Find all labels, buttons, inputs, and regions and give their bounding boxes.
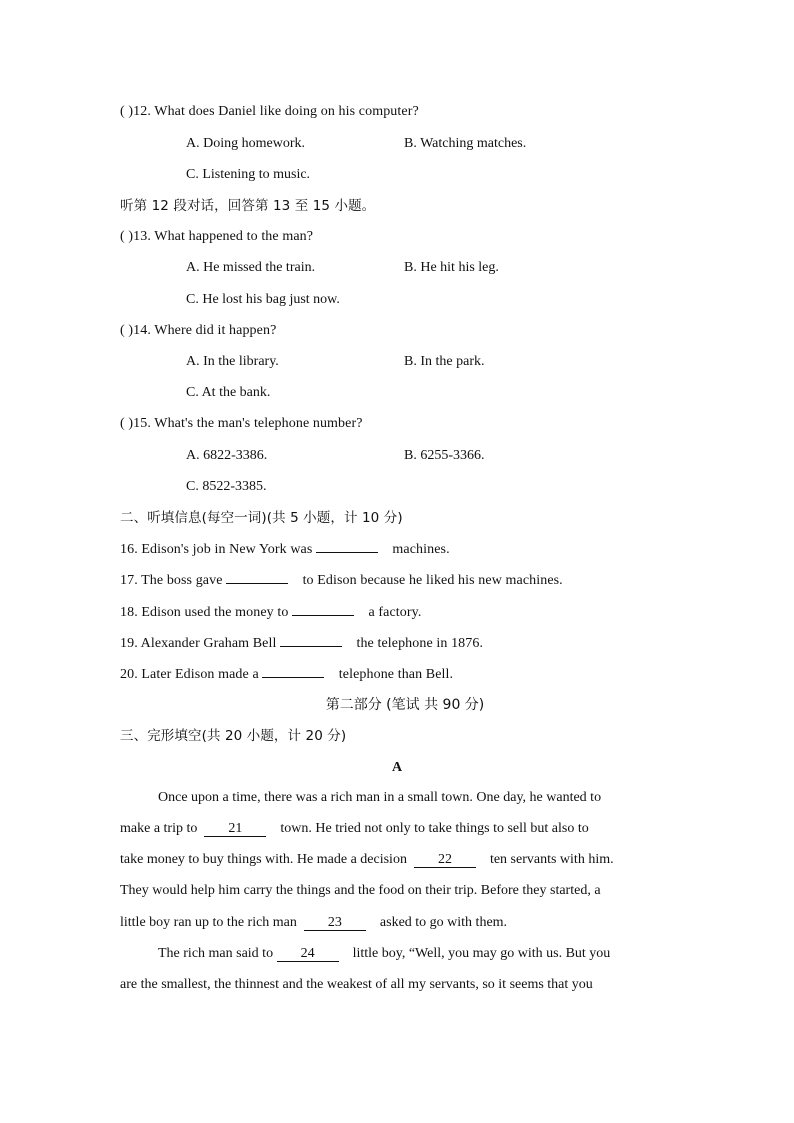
answer-blank[interactable]: [316, 540, 378, 553]
question-stem: 12. What does Daniel like doing on his computer?: [133, 104, 419, 119]
fill-text: the telephone in 1876.: [356, 636, 484, 651]
fill-text: 19. Alexander Graham Bell: [120, 636, 277, 651]
fill-text: 20. Later Edison made a: [120, 667, 259, 682]
blank-21[interactable]: 21: [204, 821, 266, 837]
blank-24[interactable]: 24: [277, 946, 339, 962]
option-a: A. Doing homework.: [186, 136, 305, 151]
passage-text: The rich man said to: [158, 946, 274, 961]
passage-text: little boy, “Well, you may go with us. But you: [352, 946, 611, 961]
blank-23[interactable]: 23: [304, 915, 366, 931]
passage-text: take money to buy things with. He made a decision: [120, 852, 407, 867]
option-c: C. Listening to music.: [186, 167, 311, 182]
fill-item-16: [120, 540, 450, 559]
passage-line-7: are the smallest, the thinnest and the weakest of all my servants, so it seems that you: [120, 977, 593, 992]
answer-blank[interactable]: [280, 634, 342, 647]
option-b: B. In the park.: [404, 354, 485, 369]
section-2-title: 二、听填信息(每空一词)(共 5 小题，计 10 分): [120, 510, 403, 526]
answer-bracket: ( ): [120, 323, 134, 338]
passage-line-6: [120, 946, 674, 962]
option-c: C. He lost his bag just now.: [186, 292, 340, 307]
passage-text: make a trip to: [120, 821, 198, 836]
blank-22[interactable]: 22: [414, 852, 476, 868]
passage-line-1: Once upon a time, there was a rich man in a small town. One day, he wanted to: [158, 790, 602, 805]
fill-text: machines.: [392, 542, 450, 557]
question-stem: 13. What happened to the man?: [133, 229, 314, 244]
listening-instruction: 听第 12 段对话，回答第 13 至 15 小题。: [120, 198, 376, 214]
passage-line-2: [120, 821, 674, 837]
option-a: A. He missed the train.: [186, 260, 316, 275]
answer-bracket: ( ): [120, 229, 134, 244]
fill-text: telephone than Bell.: [338, 667, 454, 682]
fill-item-19: [120, 634, 483, 653]
part-2-title: 第二部分 (笔试 共 90 分): [325, 697, 485, 713]
question-stem: 15. What's the man's telephone number?: [133, 416, 363, 431]
fill-item-18: [120, 603, 421, 622]
fill-text: 17. The boss gave: [120, 573, 223, 588]
passage-line-3: [120, 852, 674, 868]
passage-text: town. He tried not only to take things to sell but also to: [280, 821, 589, 836]
passage-label: A: [391, 760, 403, 775]
passage-text: little boy ran up to the rich man: [120, 915, 297, 930]
option-b: B. He hit his leg.: [404, 260, 499, 275]
section-3-title: 三、完形填空(共 20 小题，计 20 分): [120, 728, 347, 744]
fill-item-20: [120, 665, 453, 684]
passage-line-4: They would help him carry the things and the food on their trip. Before they started, a: [120, 883, 601, 898]
question-12: [120, 103, 419, 121]
fill-text: a factory.: [368, 605, 422, 620]
option-a: A. In the library.: [186, 354, 279, 369]
question-14: [120, 322, 276, 340]
fill-text: to Edison because he liked his new machines.: [302, 573, 563, 588]
answer-blank[interactable]: [292, 603, 354, 616]
answer-blank[interactable]: [262, 665, 324, 678]
passage-line-5: [120, 915, 674, 931]
question-13: [120, 228, 313, 246]
option-b: B. 6255-3366.: [404, 448, 485, 463]
question-15: [120, 415, 363, 433]
fill-text: 16. Edison's job in New York was: [120, 542, 313, 557]
option-b: B. Watching matches.: [404, 136, 527, 151]
answer-blank[interactable]: [226, 571, 288, 584]
option-c: C. At the bank.: [186, 385, 271, 400]
answer-bracket: ( ): [120, 416, 134, 431]
option-a: A. 6822-3386.: [186, 448, 268, 463]
answer-bracket: ( ): [120, 104, 134, 119]
question-stem: 14. Where did it happen?: [133, 323, 277, 338]
option-c: C. 8522-3385.: [186, 479, 267, 494]
passage-text: ten servants with him.: [489, 852, 614, 867]
fill-text: 18. Edison used the money to: [120, 605, 289, 620]
passage-text: asked to go with them.: [379, 915, 508, 930]
fill-item-17: [120, 571, 563, 590]
